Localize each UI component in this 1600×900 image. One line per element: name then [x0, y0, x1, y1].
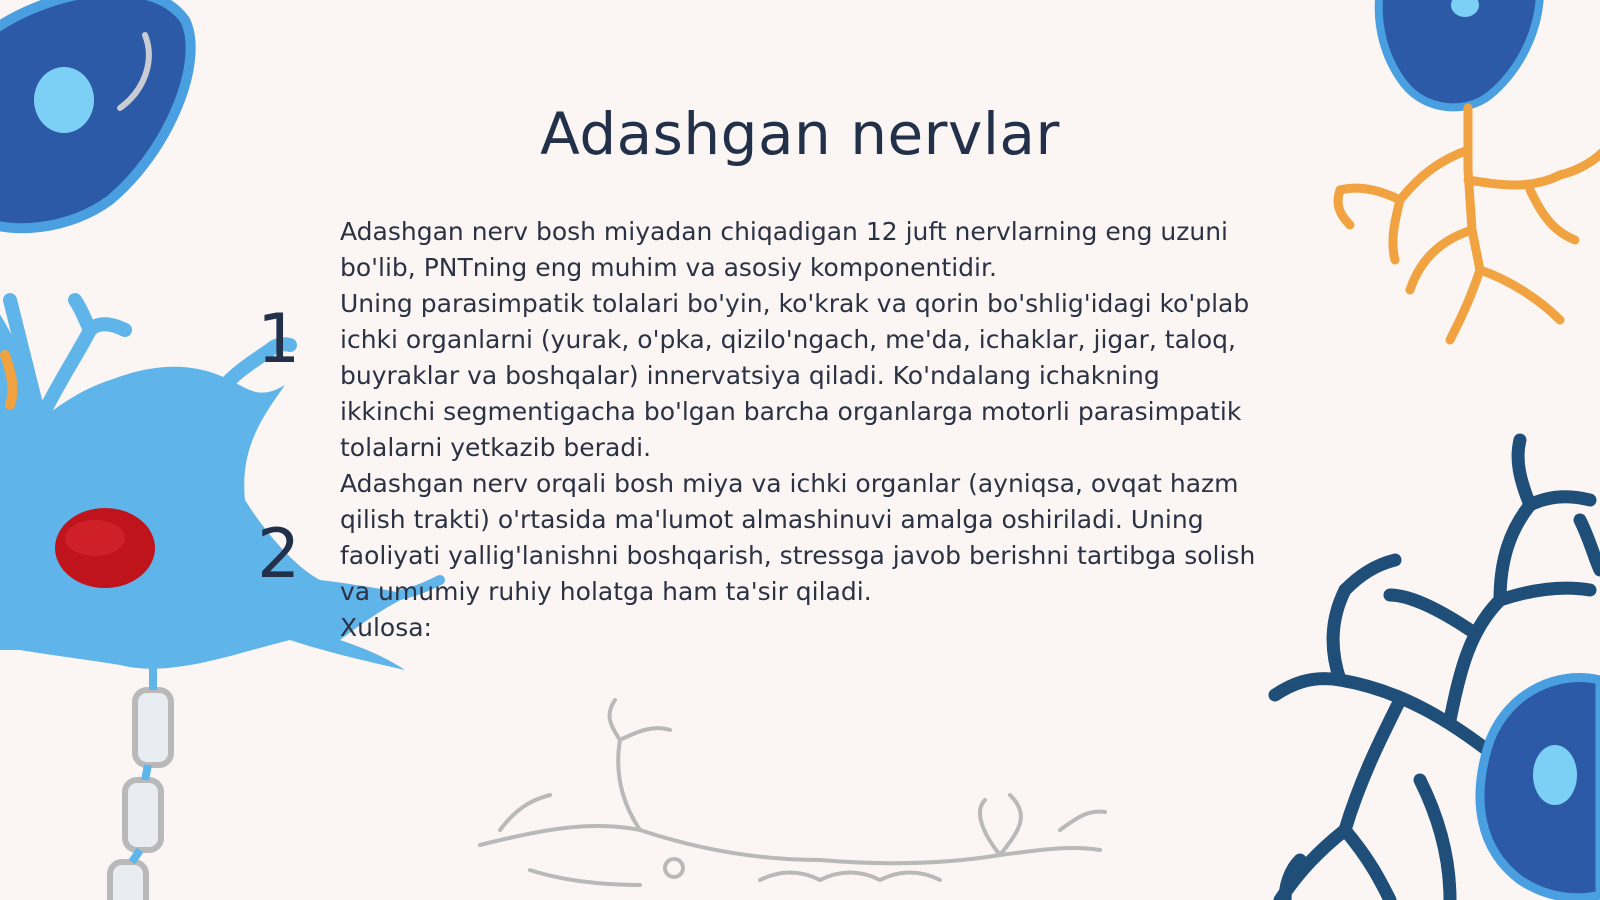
- paragraph-4: Xulosa:: [340, 613, 432, 642]
- slide-title: Adashgan nervlar: [540, 100, 1060, 168]
- gray-neuron-bottom-icon: [480, 700, 1105, 885]
- list-number-1: 1: [257, 300, 301, 379]
- paragraph-3: Adashgan nerv orqali bosh miya va ichki organlar (ayniqsa, ovqat hazm qilish trakti) o'rtasida ma'lumot almashinuvi amalga oshiriladi. Uning faoliyati yallig'lanishni boshqarish, stressga javob berishni tartibga solish va umumiy ruhiy holatga ham ta'sir qiladi.: [340, 469, 1256, 606]
- paragraph-1: Adashgan nerv bosh miyadan chiqadigan 12 juft nervlarning eng uzuni bo'lib, PNTning eng muhim va asosiy komponentidir.: [340, 217, 1229, 282]
- neuron-top-right-icon: [1379, 0, 1540, 107]
- body-text: [340, 214, 1260, 646]
- paragraph-2: Uning parasimpatik tolalari bo'yin, ko'krak va qorin bo'shlig'idagi ko'plab ichki organlarni (yurak, o'pka, qizilo'ngach, me'da, ichaklar, jigar, taloq, buyraklar va boshqalar) innervatsiya qiladi. Ko'ndalang ichakning ikkinchi segmentigacha bo'lgan barcha organlarga motorli parasimpatik tolalarni yetkazib beradi.: [340, 289, 1250, 462]
- list-number-2: 2: [257, 515, 301, 594]
